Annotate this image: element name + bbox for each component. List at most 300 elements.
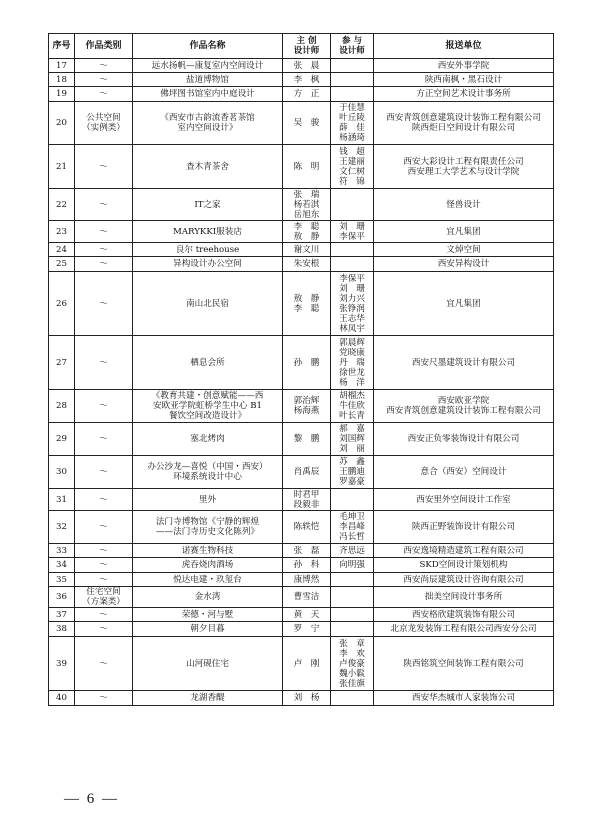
- table-row: [49, 558, 554, 573]
- cell-line: IT之家: [194, 199, 221, 210]
- table-row: [49, 272, 554, 336]
- cell-line: 西安格欣建筑装饰有限公司: [411, 609, 516, 620]
- cell-line: 张 瑞: [293, 189, 320, 200]
- cell-line: 西安异构设计: [437, 259, 490, 269]
- cell-line: 法门寺博物馆《宁静的辉煌: [155, 517, 260, 527]
- table-row: [49, 622, 554, 637]
- cell-work: [133, 59, 283, 73]
- cell-no: 29: [49, 423, 75, 456]
- cell-line: 叶丘陵: [339, 113, 365, 123]
- cell-unit: [374, 573, 554, 587]
- cell-no: 23: [49, 221, 75, 243]
- cell-designer: [283, 243, 331, 257]
- cell-line: 曹雪洁: [293, 592, 320, 602]
- cell-line: 《西安市古韵流香茗茶馆: [160, 113, 255, 123]
- cell-line: 薛 佳: [339, 123, 365, 133]
- cell-line: 张铮润: [339, 303, 365, 314]
- cell-line: 党晓康: [339, 347, 365, 358]
- table-row: [49, 73, 554, 87]
- cell-co-designer: [331, 257, 374, 272]
- cell-line: （方案类）: [82, 597, 125, 607]
- cell-line: 苏 鑫: [339, 457, 365, 467]
- cell-work: [133, 336, 283, 390]
- cell-co-designer: [331, 189, 374, 221]
- header-unit: 报送单位: [374, 34, 554, 59]
- cell-line: 西安里外空间设计工作室: [416, 494, 511, 505]
- page-number: — 6 —: [64, 791, 119, 807]
- cell-line: 杨海燕: [293, 406, 320, 416]
- cell-line: 徐世龙: [339, 367, 365, 378]
- cell-line: 时君甲: [293, 489, 320, 500]
- cell-no: 25: [49, 257, 75, 272]
- table-row: [49, 587, 554, 608]
- cell-category: ～: [75, 87, 133, 102]
- cell-designer: [283, 544, 331, 558]
- cell-unit: [374, 73, 554, 87]
- cell-line: 里外: [198, 494, 217, 505]
- cell-line: 杨 洋: [339, 377, 365, 388]
- cell-no: 33: [49, 544, 75, 558]
- cell-unit: [374, 489, 554, 511]
- cell-line: 张 磊: [293, 545, 320, 556]
- cell-line: 方正空间艺术设计事务所: [416, 89, 511, 99]
- cell-work: [133, 423, 283, 456]
- cell-unit: [374, 145, 554, 189]
- cell-co-designer: [331, 456, 374, 489]
- cell-designer: [283, 423, 331, 456]
- cell-unit: [374, 691, 554, 706]
- cell-designer: [283, 189, 331, 221]
- cell-co-designer: [331, 390, 374, 423]
- table-row: [49, 145, 554, 189]
- cell-work: [133, 637, 283, 691]
- cell-line: 荣德・河与墅: [181, 609, 234, 620]
- cell-line: 魏小鬏: [339, 668, 365, 679]
- cell-line: 王志华: [339, 313, 365, 324]
- cell-co-designer: [331, 573, 374, 587]
- cell-category: ～: [75, 145, 133, 189]
- cell-no: 28: [49, 390, 75, 423]
- cell-line: 陕西南枫・黑石设计: [424, 74, 503, 85]
- cell-line: MARYKKI服装店: [173, 226, 242, 237]
- cell-line: 吴 骏: [293, 118, 320, 128]
- cell-designer: [283, 622, 331, 637]
- cell-designer: [283, 691, 331, 706]
- cell-line: 住宅空间: [86, 587, 121, 597]
- cell-designer: [283, 87, 331, 102]
- cell-unit: [374, 59, 554, 73]
- cell-co-designer: [331, 691, 374, 706]
- cell-no: 31: [49, 489, 75, 511]
- header-co-designer: 参 与 设计师: [331, 34, 374, 59]
- cell-line: 黎 鹏: [293, 434, 320, 444]
- cell-line: 敖 静: [293, 231, 320, 242]
- cell-category: ～: [75, 59, 133, 73]
- cell-line: 张佳旗: [339, 678, 365, 689]
- cell-line: 朝夕目暮: [190, 624, 225, 634]
- cell-line: 塞北烤肉: [190, 434, 225, 444]
- cell-co-designer: [331, 102, 374, 145]
- cell-unit: [374, 102, 554, 145]
- table-row: [49, 59, 554, 73]
- cell-co-designer: [331, 73, 374, 87]
- cell-line: 文仁树: [339, 166, 365, 177]
- cell-line: SKD空间设计策划机构: [419, 560, 508, 570]
- table-row: [49, 511, 554, 544]
- cell-line: 郭治辉: [293, 396, 320, 406]
- cell-line: 李 聪: [293, 221, 320, 232]
- cell-line: 张 晨: [293, 60, 320, 71]
- cell-designer: [283, 102, 331, 145]
- cell-line: 办公沙龙—喜悦（中国・西安）: [147, 462, 268, 472]
- cell-line: 南山北民宿: [186, 298, 229, 309]
- header-no: 序号: [49, 34, 75, 59]
- cell-line: 黄 天: [293, 609, 320, 620]
- cell-line: 李保平: [339, 273, 365, 284]
- header-category: 作品类别: [75, 34, 133, 59]
- cell-line: 郝 嘉: [339, 424, 365, 434]
- cell-line: 段毅非: [293, 499, 320, 510]
- cell-line: 悦达电建・玖玺台: [173, 574, 242, 585]
- cell-line: 康博然: [293, 574, 320, 585]
- cell-line: 刘力兴: [339, 293, 365, 304]
- cell-line: 佛坪图书馆室内中庭设计: [160, 89, 255, 99]
- cell-line: 叶长青: [339, 411, 365, 421]
- cell-designer: [283, 511, 331, 544]
- cell-no: 34: [49, 558, 75, 573]
- cell-line: 刘 珊: [339, 283, 365, 294]
- cell-no: 40: [49, 691, 75, 706]
- cell-category: ～: [75, 423, 133, 456]
- cell-category: ～: [75, 608, 133, 622]
- cell-no: 38: [49, 622, 75, 637]
- cell-unit: [374, 637, 554, 691]
- cell-no: 17: [49, 59, 75, 73]
- cell-line: 意合（西安）空间设计: [420, 467, 507, 477]
- cell-designer: [283, 336, 331, 390]
- cell-work: [133, 511, 283, 544]
- table-row: [49, 456, 554, 489]
- cell-unit: [374, 456, 554, 489]
- award-list-table: [48, 33, 554, 706]
- cell-no: 18: [49, 73, 75, 87]
- cell-line: 杨涵琦: [339, 133, 365, 143]
- cell-designer: [283, 257, 331, 272]
- cell-line: 安欧亚学院虹桥学生中心 B1: [152, 401, 263, 411]
- cell-line: 宜凡集团: [446, 298, 481, 309]
- cell-work: [133, 456, 283, 489]
- cell-no: 24: [49, 243, 75, 257]
- cell-work: [133, 390, 283, 423]
- cell-line: 王建丽: [339, 156, 365, 167]
- cell-work: [133, 622, 283, 637]
- cell-line: 查木青茶舍: [186, 161, 229, 172]
- cell-line: 西安尚辰建筑设计咨询有限公司: [403, 574, 524, 585]
- cell-co-designer: [331, 221, 374, 243]
- cell-line: 西安华杰城市人家装饰公司: [411, 693, 516, 703]
- cell-category: ～: [75, 390, 133, 423]
- cell-work: [133, 573, 283, 587]
- cell-work: [133, 221, 283, 243]
- cell-unit: [374, 87, 554, 102]
- cell-unit: [374, 272, 554, 336]
- cell-unit: [374, 221, 554, 243]
- cell-line: 陈 明: [293, 161, 320, 172]
- cell-no: 32: [49, 511, 75, 544]
- cell-line: 陕西炬日空间设计有限公司: [411, 123, 516, 133]
- cell-unit: [374, 558, 554, 573]
- table-row: [49, 573, 554, 587]
- cell-category: ～: [75, 511, 133, 544]
- cell-line: 栖息会所: [190, 357, 225, 368]
- cell-unit: [374, 587, 554, 608]
- cell-category: ～: [75, 573, 133, 587]
- cell-category: ～: [75, 221, 133, 243]
- cell-designer: [283, 587, 331, 608]
- cell-category: ～: [75, 637, 133, 691]
- cell-no: 39: [49, 637, 75, 691]
- cell-co-designer: [331, 336, 374, 390]
- cell-co-designer: [331, 272, 374, 336]
- cell-line: 朱安根: [293, 259, 320, 269]
- cell-designer: [283, 390, 331, 423]
- cell-line: 文焯空间: [446, 244, 481, 255]
- cell-category: ～: [75, 544, 133, 558]
- cell-line: 金水湾: [194, 592, 221, 602]
- cell-designer: [283, 456, 331, 489]
- cell-work: [133, 87, 283, 102]
- cell-line: 宜凡集团: [446, 226, 481, 237]
- cell-line: 西安青筑创意建筑设计装饰工程有限公司: [386, 406, 541, 416]
- cell-line: 西安青筑创意建筑设计装饰工程有限公司: [386, 113, 541, 123]
- cell-line: 刘 杨: [293, 693, 320, 703]
- table-row: [49, 102, 554, 145]
- cell-line: 于佳慧: [339, 103, 365, 113]
- cell-no: 26: [49, 272, 75, 336]
- cell-line: 李 欢: [339, 648, 365, 659]
- cell-category: ～: [75, 336, 133, 390]
- cell-line: 拙美空间设计事务所: [424, 592, 503, 602]
- table-row: [49, 221, 554, 243]
- cell-line: 怪兽设计: [446, 199, 481, 210]
- cell-line: 北京龙发装饰工程有限公司西安分公司: [390, 624, 537, 634]
- table-row: [49, 423, 554, 456]
- cell-line: 李 枫: [293, 74, 320, 85]
- cell-unit: [374, 622, 554, 637]
- cell-co-designer: [331, 544, 374, 558]
- cell-line: 王鹏迪: [339, 467, 365, 477]
- cell-line: 虎吞烧肉酒场: [181, 560, 234, 570]
- cell-category: ～: [75, 189, 133, 221]
- cell-co-designer: [331, 511, 374, 544]
- table-row: [49, 390, 554, 423]
- cell-line: 孙 科: [293, 560, 320, 570]
- cell-line: 西安理工大学艺术与设计学院: [407, 166, 520, 177]
- table-row: [49, 243, 554, 257]
- cell-line: 肖禹辰: [293, 467, 320, 477]
- cell-unit: [374, 189, 554, 221]
- cell-line: 卢 刚: [293, 658, 320, 669]
- cell-line: 张 章: [339, 638, 365, 649]
- cell-unit: [374, 511, 554, 544]
- cell-work: [133, 608, 283, 622]
- cell-line: 刘国辉: [339, 434, 365, 444]
- cell-category: [75, 102, 133, 145]
- cell-work: [133, 145, 283, 189]
- cell-line: 西安欧亚学院: [437, 396, 490, 406]
- table-row: [49, 189, 554, 221]
- cell-category: ～: [75, 489, 133, 511]
- cell-line: 公共空间: [86, 113, 121, 123]
- cell-unit: [374, 390, 554, 423]
- cell-co-designer: [331, 243, 374, 257]
- cell-line: 环境系统设计中心: [173, 472, 242, 482]
- cell-work: [133, 102, 283, 145]
- cell-line: 胡榴杰: [339, 391, 365, 401]
- cell-co-designer: [331, 608, 374, 622]
- cell-line: （实例类）: [82, 123, 125, 133]
- cell-work: [133, 489, 283, 511]
- table-row: [49, 257, 554, 272]
- cell-line: 盐道博物馆: [186, 74, 229, 85]
- cell-line: 李 聪: [293, 303, 320, 314]
- cell-line: 远水扬帆—康复室内空间设计: [151, 60, 264, 71]
- cell-line: 谢文川: [293, 244, 320, 255]
- cell-category: ～: [75, 257, 133, 272]
- cell-no: 35: [49, 573, 75, 587]
- cell-designer: [283, 59, 331, 73]
- cell-unit: [374, 608, 554, 622]
- cell-designer: [283, 608, 331, 622]
- cell-designer: [283, 489, 331, 511]
- cell-line: 符 锦: [339, 176, 365, 187]
- cell-line: 钱 超: [339, 146, 365, 157]
- cell-category: ～: [75, 243, 133, 257]
- table-row: [49, 336, 554, 390]
- cell-line: 西安正负零装饰设计有限公司: [407, 434, 520, 444]
- cell-co-designer: [331, 489, 374, 511]
- cell-category: ～: [75, 456, 133, 489]
- cell-line: 西安大彩设计工程有限责任公司: [403, 156, 524, 167]
- cell-work: [133, 257, 283, 272]
- cell-line: 罗嘉豪: [339, 477, 365, 487]
- cell-category: ～: [75, 691, 133, 706]
- cell-co-designer: [331, 87, 374, 102]
- cell-unit: [374, 336, 554, 390]
- cell-no: 36: [49, 587, 75, 608]
- cell-category: ～: [75, 622, 133, 637]
- cell-line: 卢俊豪: [339, 658, 365, 669]
- cell-category: [75, 587, 133, 608]
- cell-line: 郭晨辉: [339, 337, 365, 348]
- cell-work: [133, 587, 283, 608]
- cell-line: 孙 鹏: [293, 357, 320, 368]
- cell-designer: [283, 221, 331, 243]
- cell-work: [133, 544, 283, 558]
- cell-designer: [283, 73, 331, 87]
- cell-no: 27: [49, 336, 75, 390]
- cell-designer: [283, 637, 331, 691]
- cell-line: 毛坤卫: [339, 512, 365, 522]
- cell-line: 良尔 treehouse: [175, 244, 240, 255]
- cell-category: ～: [75, 73, 133, 87]
- cell-line: 李昌峰: [339, 522, 365, 532]
- cell-line: 林凤宇: [339, 323, 365, 334]
- cell-line: 西安逸境精造建筑工程有限公司: [403, 545, 524, 556]
- cell-work: [133, 189, 283, 221]
- cell-line: 方 正: [293, 89, 320, 99]
- cell-work: [133, 73, 283, 87]
- cell-line: ——法门寺历史文化陈列》: [155, 527, 260, 537]
- cell-line: 西安尺墨建筑设计有限公司: [411, 357, 516, 368]
- cell-co-designer: [331, 637, 374, 691]
- cell-line: 异构设计办公空间: [173, 259, 242, 269]
- cell-co-designer: [331, 622, 374, 637]
- cell-designer: [283, 145, 331, 189]
- cell-co-designer: [331, 558, 374, 573]
- cell-line: 室内空间设计》: [177, 123, 238, 133]
- cell-no: 19: [49, 87, 75, 102]
- cell-line: 诺赛生物科技: [181, 545, 234, 556]
- cell-co-designer: [331, 423, 374, 456]
- cell-designer: [283, 272, 331, 336]
- cell-category: ～: [75, 272, 133, 336]
- cell-line: 杨若淇: [293, 199, 320, 210]
- cell-line: 齐思远: [339, 545, 365, 556]
- cell-line: 罗 宁: [293, 624, 320, 634]
- cell-unit: [374, 544, 554, 558]
- table-row: [49, 608, 554, 622]
- cell-no: 30: [49, 456, 75, 489]
- cell-line: 丹 瑞: [339, 357, 365, 368]
- cell-no: 37: [49, 608, 75, 622]
- cell-co-designer: [331, 59, 374, 73]
- cell-no: 21: [49, 145, 75, 189]
- cell-line: 向明强: [339, 560, 365, 570]
- table-header-row: [49, 34, 554, 59]
- cell-designer: [283, 573, 331, 587]
- header-work: 作品名称: [133, 34, 283, 59]
- cell-line: 敖 静: [293, 293, 320, 304]
- cell-category: ～: [75, 558, 133, 573]
- cell-line: 龙湖香醍: [190, 693, 225, 703]
- cell-work: [133, 243, 283, 257]
- cell-no: 22: [49, 189, 75, 221]
- cell-unit: [374, 243, 554, 257]
- table-row: [49, 544, 554, 558]
- table-row: [49, 87, 554, 102]
- cell-work: [133, 558, 283, 573]
- cell-line: 西安外事学院: [437, 60, 490, 71]
- cell-unit: [374, 423, 554, 456]
- cell-designer: [283, 558, 331, 573]
- table-body: [49, 59, 554, 706]
- cell-line: 餐饮空间改造设计》: [168, 411, 247, 421]
- cell-co-designer: [331, 587, 374, 608]
- cell-line: 山河砚住宅: [186, 658, 229, 669]
- table-row: [49, 637, 554, 691]
- cell-line: 李保平: [339, 231, 365, 242]
- header-designer: 主 创 设计师: [283, 34, 331, 59]
- cell-line: 陕西铭筑空间装饰工程有限公司: [403, 658, 524, 669]
- cell-line: 刘 丽: [339, 444, 365, 454]
- cell-co-designer: [331, 145, 374, 189]
- table-row: [49, 691, 554, 706]
- cell-line: 牛佳欣: [339, 401, 365, 411]
- cell-line: 刘 珊: [339, 221, 365, 232]
- cell-line: 冯长哲: [339, 532, 365, 542]
- cell-work: [133, 691, 283, 706]
